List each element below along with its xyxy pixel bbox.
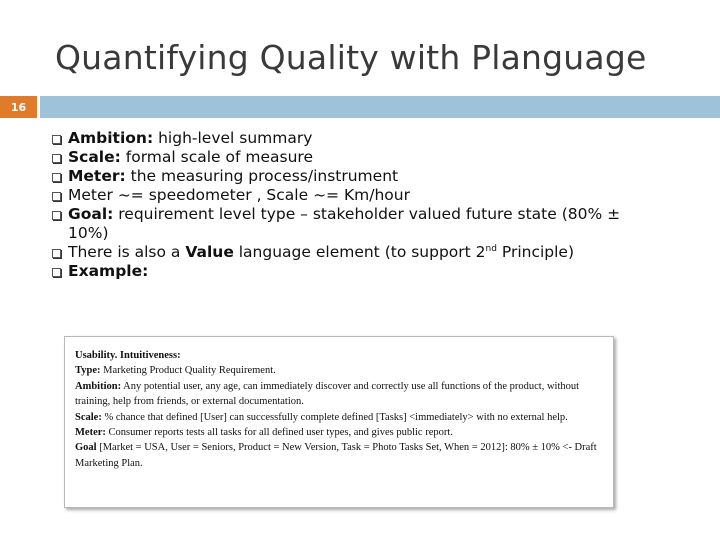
bullet-meter [52,167,652,186]
square-bullet-icon [52,211,61,220]
example-text [75,348,607,471]
example-type: Type: Marketing Product Quality Requirement. [75,365,276,377]
bullet-value [52,243,652,262]
bullet-text: Example: [68,261,149,280]
square-bullet-icon [52,249,61,258]
bullet-label: Goal: [68,205,114,223]
square-bullet-icon [52,192,61,201]
slide-title: Quantifying Quality with Planguage [55,38,647,77]
example-meter: Meter: Consumer reports tests all tasks for all defined user types, and gives public report. [75,427,453,439]
bullet-text-post: Principle) [496,242,575,261]
square-bullet-icon [52,173,61,182]
example-scale: Scale: % chance that defined [User] can successfully complete defined [Tasks] <immediately> with no external help. [75,411,568,423]
bullet-label: Ambition: [68,129,154,147]
bullet-meter-analogy [52,186,652,205]
slide-number: 16 [0,96,37,118]
bullet-label: Meter: [68,167,126,185]
bullet-text: language element (to support 2 [233,242,486,261]
bullet-example [52,262,652,281]
bullet-scale [52,148,652,167]
bullet-text: requirement level type – stakeholder valued future state (80% ± 10%) [68,205,621,242]
bullet-text: Meter ~= speedometer , Scale ~= Km/hour [68,186,410,204]
bullet-label: Scale: [68,148,121,166]
square-bullet-icon [52,135,61,144]
bullet-text: high-level summary [153,129,313,147]
superscript: nd [485,243,497,254]
bullet-ambition [52,129,652,148]
example-goal: Goal [Market = USA, User = Seniors, Product = New Version, Task = Photo Tasks Set, When = 2012]: 80% ± 10% <- Draft Marketing Plan. [75,442,597,469]
bullet-label: Value [185,242,234,261]
bullet-text: the measuring process/instrument [125,167,399,185]
example-box [64,336,614,508]
bullet-text-pre: There is also a [68,242,186,261]
bullet-list [52,129,652,281]
square-bullet-icon [52,268,61,277]
example-ambition: Ambition: Any potential user, any age, can immediately discover and correctly use all functions of the product, without training, help from friends, or external documentation. [75,380,580,408]
title-divider-bar [40,96,720,118]
square-bullet-icon [52,154,61,163]
bullet-text: formal scale of measure [120,148,313,166]
example-heading: Usability. Intuitiveness: [75,350,181,361]
bullet-goal [52,205,652,242]
